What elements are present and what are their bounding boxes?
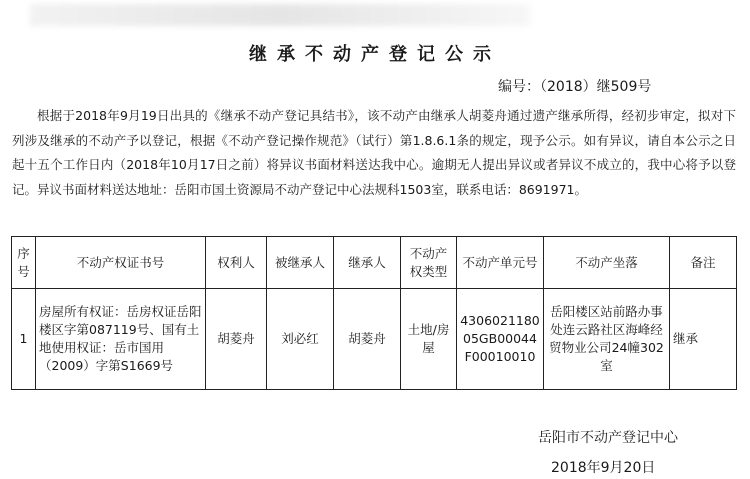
issuing-organization: 岳阳市不动产登记中心	[538, 430, 678, 446]
header-location: 不动产坐落	[544, 237, 670, 289]
document-title: 继承不动产登记公示	[249, 44, 501, 65]
cell-seq: 1	[12, 289, 36, 390]
cell-remark: 继承	[670, 289, 737, 390]
scan-artifact	[30, 4, 530, 26]
header-holder: 权利人	[206, 237, 267, 289]
table-row	[12, 289, 737, 390]
cell-cert: 房屋所有权证：岳房权证岳阳楼区字第087119号、国有土地使用权证：岳市国用（2009）字第S1669号	[36, 289, 206, 390]
header-cert: 不动产权证书号	[36, 237, 206, 289]
document-number: 编号：（2018）继509号	[498, 79, 652, 95]
cell-rtype: 土地/房屋	[401, 289, 457, 390]
header-seq: 序号	[12, 237, 36, 289]
header-rtype: 不动产权类型	[401, 237, 457, 289]
cell-location: 岳阳楼区站前路办事处连云路社区海峰经贸物业公司24幢302室	[544, 289, 670, 390]
cell-unit: 430602118005GB00044F00010010	[457, 289, 544, 390]
header-remark: 备注	[670, 237, 737, 289]
issue-date: 2018年9月20日	[551, 460, 656, 476]
cell-deceased: 刘必红	[267, 289, 334, 390]
cell-heir: 胡菱舟	[334, 289, 401, 390]
header-heir: 继承人	[334, 237, 401, 289]
notice-body: 根据于2018年9月19日出具的《继承不动产登记具结书》，该不动产由继承人胡菱舟通过遗产继承所得，经初步审定，拟对下列涉及继承的不动产予以登记，根据《不动产登记操作规范》（试行）第1.8.6.1条的规定，现予公示。如有异议，请自本公示之日起十五个工作日内（2018年10月17日之前）将异议书面材料送达我中心。逾期无人提出异议或者异议不成立的，我中心将予以登记。异议书面材料送达地址：岳阳市国土资源局不动产登记中心法规科1503室，联系电话：8691971。	[12, 108, 736, 197]
registration-table	[11, 236, 737, 390]
table-header-row	[12, 237, 737, 289]
cell-holder: 胡菱舟	[206, 289, 267, 390]
header-deceased: 被继承人	[267, 237, 334, 289]
header-unit: 不动产单元号	[457, 237, 544, 289]
